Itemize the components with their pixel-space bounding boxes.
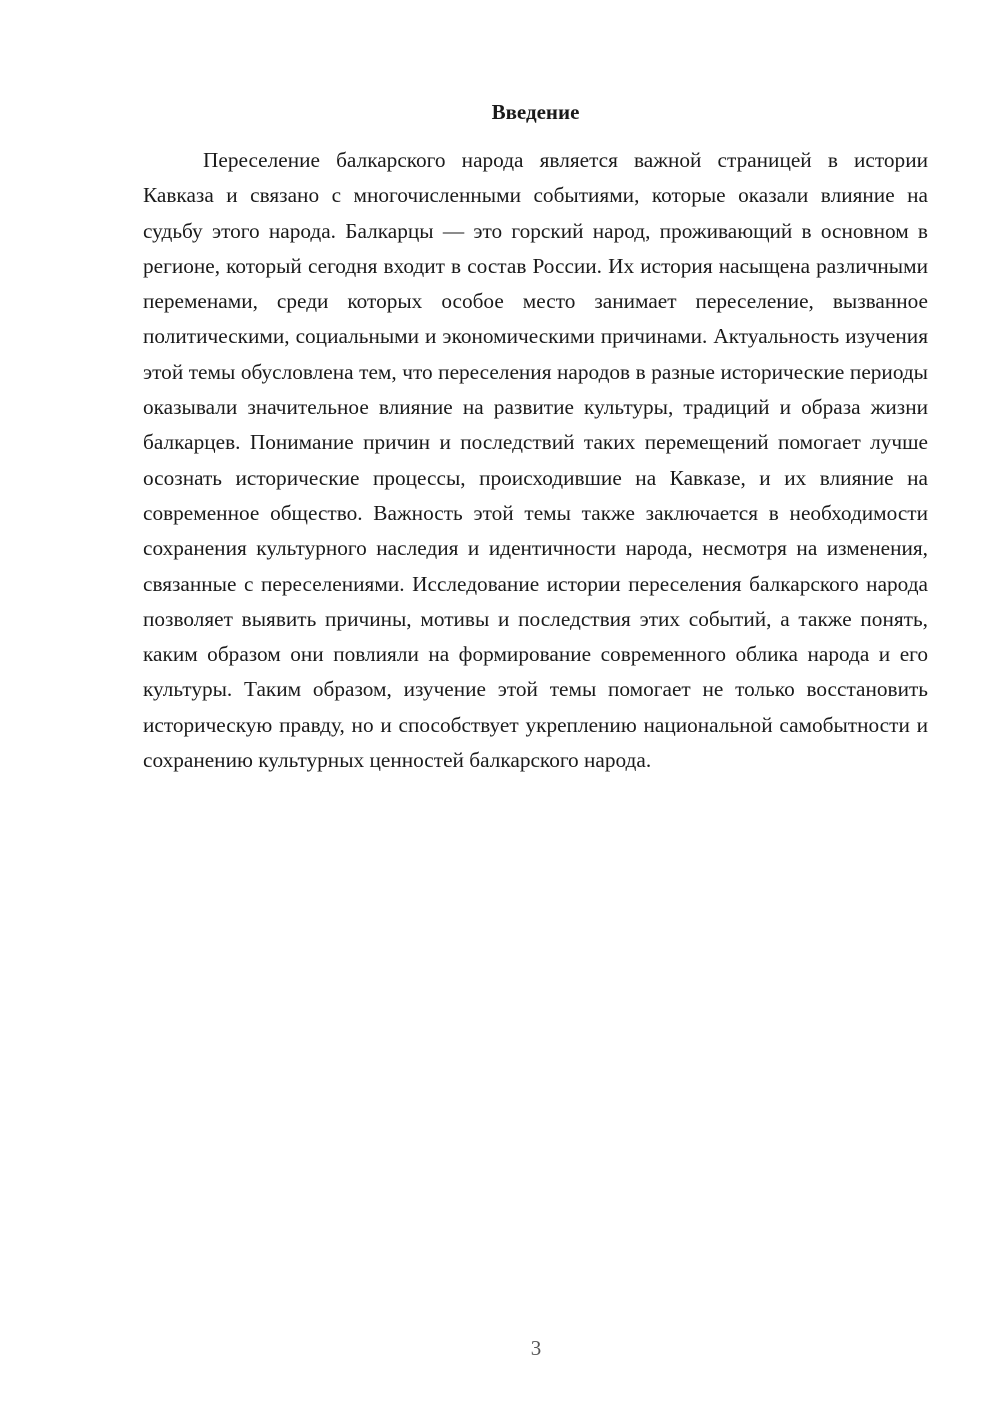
body-paragraph: Переселение балкарского народа является важной страницей в истории Кавказа и связано с многочисленными событиями, которые оказали влияние на судьбу этого народа. Балкарцы — это горский народ, проживающий в основном в регионе, который сегодня входит в состав России. Их история насыщена различными переменами, среди которых особое место занимает переселение, вызванное политическими, социальными и экономическими причинами. Актуальность изучения этой темы обусловлена тем, что переселения народов в разные исторические периоды оказывали значительное влияние на развитие культуры, традиций и образа жизни балкарцев. Понимание причин и последствий таких перемещений помогает лучше осознать исторические процессы, происходившие на Кавказе, и их влияние на современное общество. Важность этой темы также заключается в необходимости сохранения культурного наследия и идентичности народа, несмотря на изменения, связанные с переселениями. Исследование истории переселения балкарского народа позволяет выявить причины, мотивы и последствия этих событий, а также понять, каким образом они повлияли на формирование современного облика народа и его культуры. Таким образом, изучение этой темы помогает не только восстановить историческую правду, но и способствует укреплению национальной самобытности и сохранению культурных ценностей балкарского народа. [143,148,928,773]
section-title: Введение [491,100,580,124]
page-number: 3 [530,1336,542,1360]
